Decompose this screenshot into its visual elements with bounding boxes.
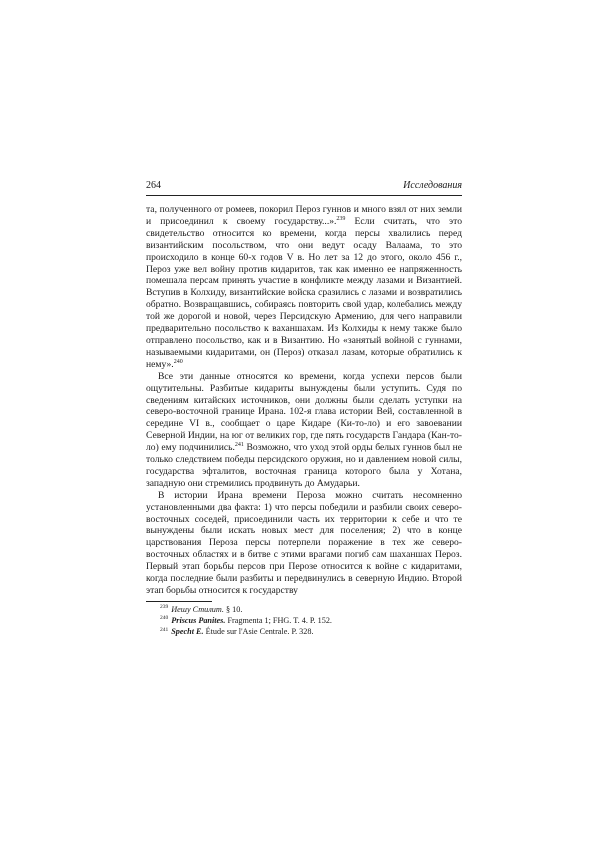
paragraph xyxy=(146,204,462,371)
footnote-rule xyxy=(146,601,212,602)
footnotes xyxy=(146,604,462,638)
paragraph-text: та, полученного от ромеев, покорил Пероз гуннов и много взял от них земли и присоединил к своему государству...». xyxy=(146,204,462,227)
footnote-author: Иешу Стилит. xyxy=(171,604,224,614)
footnote-author: Priscus Panites. xyxy=(171,616,226,626)
footnote-ref[interactable]: 240 xyxy=(173,358,183,365)
footnote xyxy=(146,604,462,615)
footnote-number: 241 xyxy=(160,626,169,633)
footnote xyxy=(146,615,462,626)
page-number: 264 xyxy=(146,180,161,191)
footnote-author: Specht E. xyxy=(171,627,204,637)
paragraph-text: Если считать, что это свидетельство относится ко времени, когда персы хвалились перед византийским посольством, что они ведут осаду Валаама, то это происходило в конце 60-х годов V в. Но лет за 12 до этого, около 456 г., Пероз уже вел войну против кидаритов, так как именно ее напряженность помешала персам принять участие в конфликте между лазами и Византией. Вступив в Колхиду, византийские войска сразились с лазами и возвратились обратно. Возвращавшись, собираясь повторить свой удар, колебались между той же дорогой и новой, через Персидскую Армению, для чего направили предварительно посольство к ваханшахам. Из Колхиды к нему также было отправлено посольство, как и в Византию. Но «занятый войной с гуннами, называемыми кидаритами, он (Пероз) отказал лазам, которые обратились к нему». xyxy=(146,215,462,370)
footnote xyxy=(146,626,462,637)
footnote-number: 240 xyxy=(160,615,169,622)
paragraph-text: Возможно, что уход этой орды белых гуннов был не только следствием победы персидского оружия, но и давлением новой силы, государства эфталитов, восточная граница которого была у Хотана, западную они стремились продвинуть до Амударьи. xyxy=(146,442,462,489)
footnote-ref[interactable]: 239 xyxy=(336,215,346,222)
paragraph xyxy=(146,371,462,490)
running-header xyxy=(146,180,462,196)
body-text xyxy=(146,204,462,597)
paragraph-text: В истории Ирана времени Пероза можно считать несомненно установленными два факта: 1) что персы победили и разбили своих северо-восточных соседей, присоединили часть их территории к себе и что те вынуждены были искать новых мест для поселения; 2) что в конце царствования Пероза персы потерпели поражение в тех же северо-восточных областях и в битве с этими врагами погиб сам шаханшах Пероз. Первый этап борьбы персов при Перозе относится к войне с кидаритами, когда последние были разбиты и передвинулись в северную Индию. Второй этап борьбы относится к государству xyxy=(146,489,462,596)
footnote-text: § 10. xyxy=(223,604,243,614)
footnote-text: Fragmenta 1; FHG. T. 4. P. 152. xyxy=(225,616,332,626)
footnote-ref[interactable]: 241 xyxy=(234,441,244,448)
section-title: Исследования xyxy=(403,180,462,191)
book-page xyxy=(146,180,462,638)
paragraph-text: Все эти данные относятся ко времени, когда успехи персов были ощутительны. Разбитые кидариты вынуждены были уступить. Судя по сведениям китайских источников, они должны были сделать уступки на северо-восточной границе Ирана. 102-я глава истории Вей, составленной в середине VI в., сообщает о царе Кидаре (Ки-то-ло) и его завоевании Северной Индии, на юг от великих гор, где пять государств Гандара (Кан-то-ло) ему подчинились. xyxy=(146,370,462,454)
footnote-text: Étude sur l'Asie Centrale. P. 328. xyxy=(203,627,314,637)
paragraph xyxy=(146,490,462,597)
footnote-number: 239 xyxy=(160,604,169,611)
